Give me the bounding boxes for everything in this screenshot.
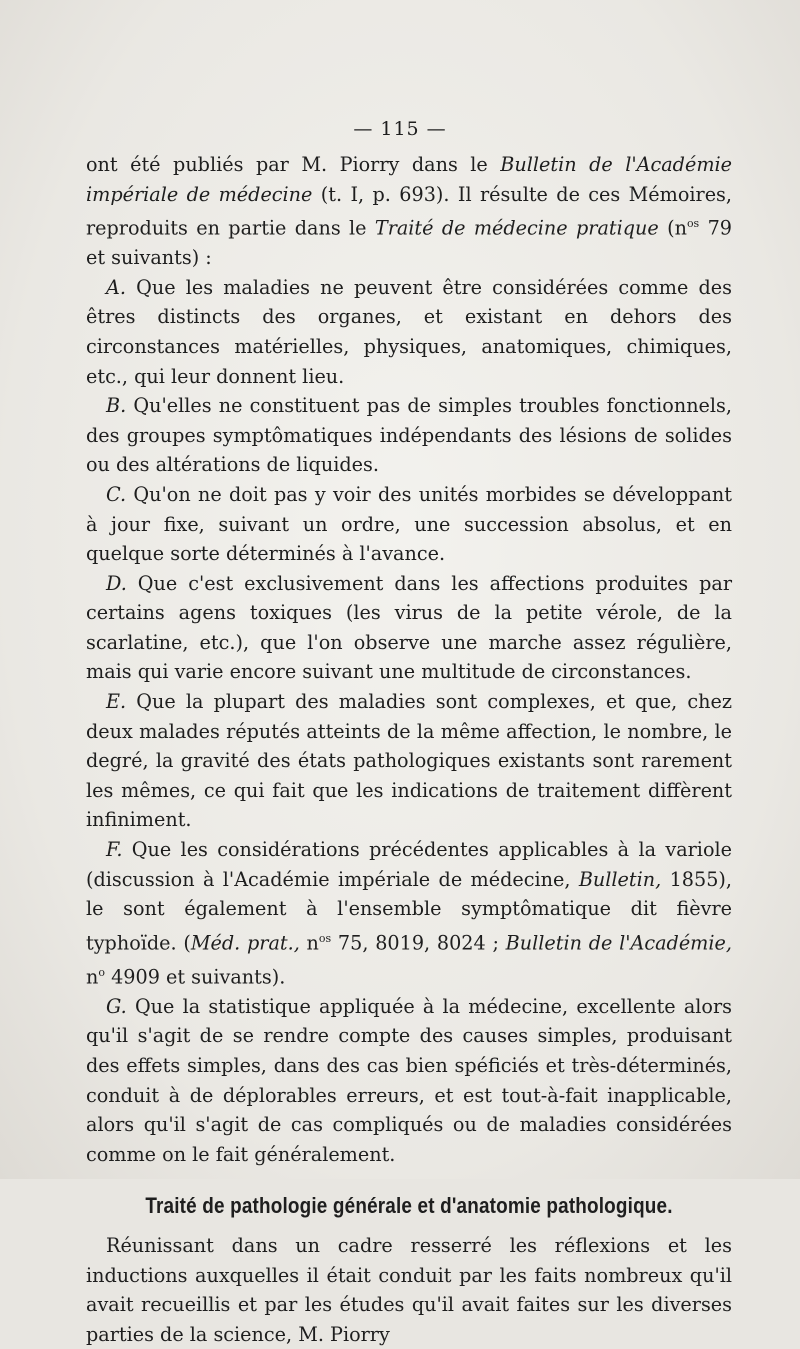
item-letter: A. xyxy=(106,275,126,299)
item-text: Que les maladies ne peuvent être considérées comme des êtres distincts des organes, et existant en dehors des circonstances matérielles, physiques, anatomiques, chimiques, etc., qui leur donnent lieu. xyxy=(86,275,732,388)
item-e xyxy=(86,687,732,835)
intro-text: ont été publiés par M. Piorry dans le xyxy=(86,153,501,176)
item-letter: D. xyxy=(106,571,127,595)
item-citation: Bulletin, xyxy=(578,867,662,891)
item-d xyxy=(86,569,732,687)
item-text: Qu'elles ne constituent pas de simples troubles fonctionnels, des groupes symptômatiques indépendants des lésions de solides ou des altérations de liquides. xyxy=(86,394,732,477)
intro-book-title: Traité de médecine pratique xyxy=(374,216,659,240)
item-letter: E. xyxy=(106,690,127,714)
page-number: — 115 — xyxy=(353,118,447,140)
item-superscript: os xyxy=(318,931,332,945)
closing-paragraph: Réunissant dans un cadre resserré les réflexions et les inductions auxquelles il était conduit par les faits nombreux qu'il avait recueillis et par les études qu'il avait faites sur les diverses parties de la science, M. Piorry xyxy=(86,1233,732,1346)
section-heading: Traité de pathologie générale et d'anatomie pathologique. xyxy=(145,1193,673,1219)
item-text: Que la statistique appliquée à la médecine, excellente alors qu'il s'agit de se rendre compte des causes simples, produisant des effets simples, dans des cas bien spéficiés et très-déterminés, conduit à de déplorables erreurs, et est tout-à-fait inapplicable, alors qu'il s'agit de cas compliqués ou de maladies considérées comme on le fait généralement. xyxy=(86,994,732,1166)
item-g xyxy=(86,992,732,1170)
item-text: Qu'on ne doit pas y voir des unités morbides se développant à jour fixe, suivant un ordre, une succession absolus, et en quelque sorte déterminés à l'avance. xyxy=(86,482,732,566)
intro-journal-title: Bulletin de l'Académie impériale de médecine xyxy=(86,153,733,206)
item-b xyxy=(86,391,732,480)
page-body xyxy=(86,150,732,1349)
item-a xyxy=(86,273,732,391)
intro-text: (t. I, p. 693). Il résulte de ces Mémoires, reproduits en partie dans le xyxy=(86,182,732,240)
item-f xyxy=(86,835,732,992)
item-letter: C. xyxy=(106,482,127,506)
item-letter: G. xyxy=(106,994,127,1018)
item-citation: Méd. prat., xyxy=(190,931,300,955)
item-letter: F. xyxy=(106,838,123,862)
item-text: 75, 8019, 8024 ; xyxy=(331,931,506,955)
item-citation: Bulletin de l'Académie, xyxy=(505,931,732,955)
intro-text: 79 et suivants) : xyxy=(86,216,732,270)
item-superscript: o xyxy=(98,965,105,979)
intro-superscript: os xyxy=(686,217,700,231)
intro-paragraph xyxy=(86,150,732,273)
item-letter: B. xyxy=(106,394,127,418)
item-text: n xyxy=(86,965,99,989)
item-text: Que les considérations précédentes applicables à la variole (discussion à l'Académie impériale de médecine, xyxy=(86,838,732,891)
intro-text: (n xyxy=(658,216,687,240)
item-text: 1855), le sont également à l'ensemble symptômatique dit fièvre typhoïde. ( xyxy=(86,867,732,955)
item-text: 4909 et suivants). xyxy=(104,965,286,989)
item-text: Que c'est exclusivement dans les affections produites par certains agens toxiques (les virus de la petite vérole, de la scarlatine, etc.), que l'on observe une marche assez régulière, mais qui varie encore suivant une multitude de circonstances. xyxy=(86,571,732,684)
item-c xyxy=(86,480,732,569)
item-text: n xyxy=(299,931,319,955)
item-text: Que la plupart des maladies sont complexes, et que, chez deux malades réputés atteints de la même affection, le nombre, le degré, la gravité des états pathologiques existants sont rarement les mêmes, ce qui fait que les indications de traitement diffèrent infiniment. xyxy=(86,690,732,832)
